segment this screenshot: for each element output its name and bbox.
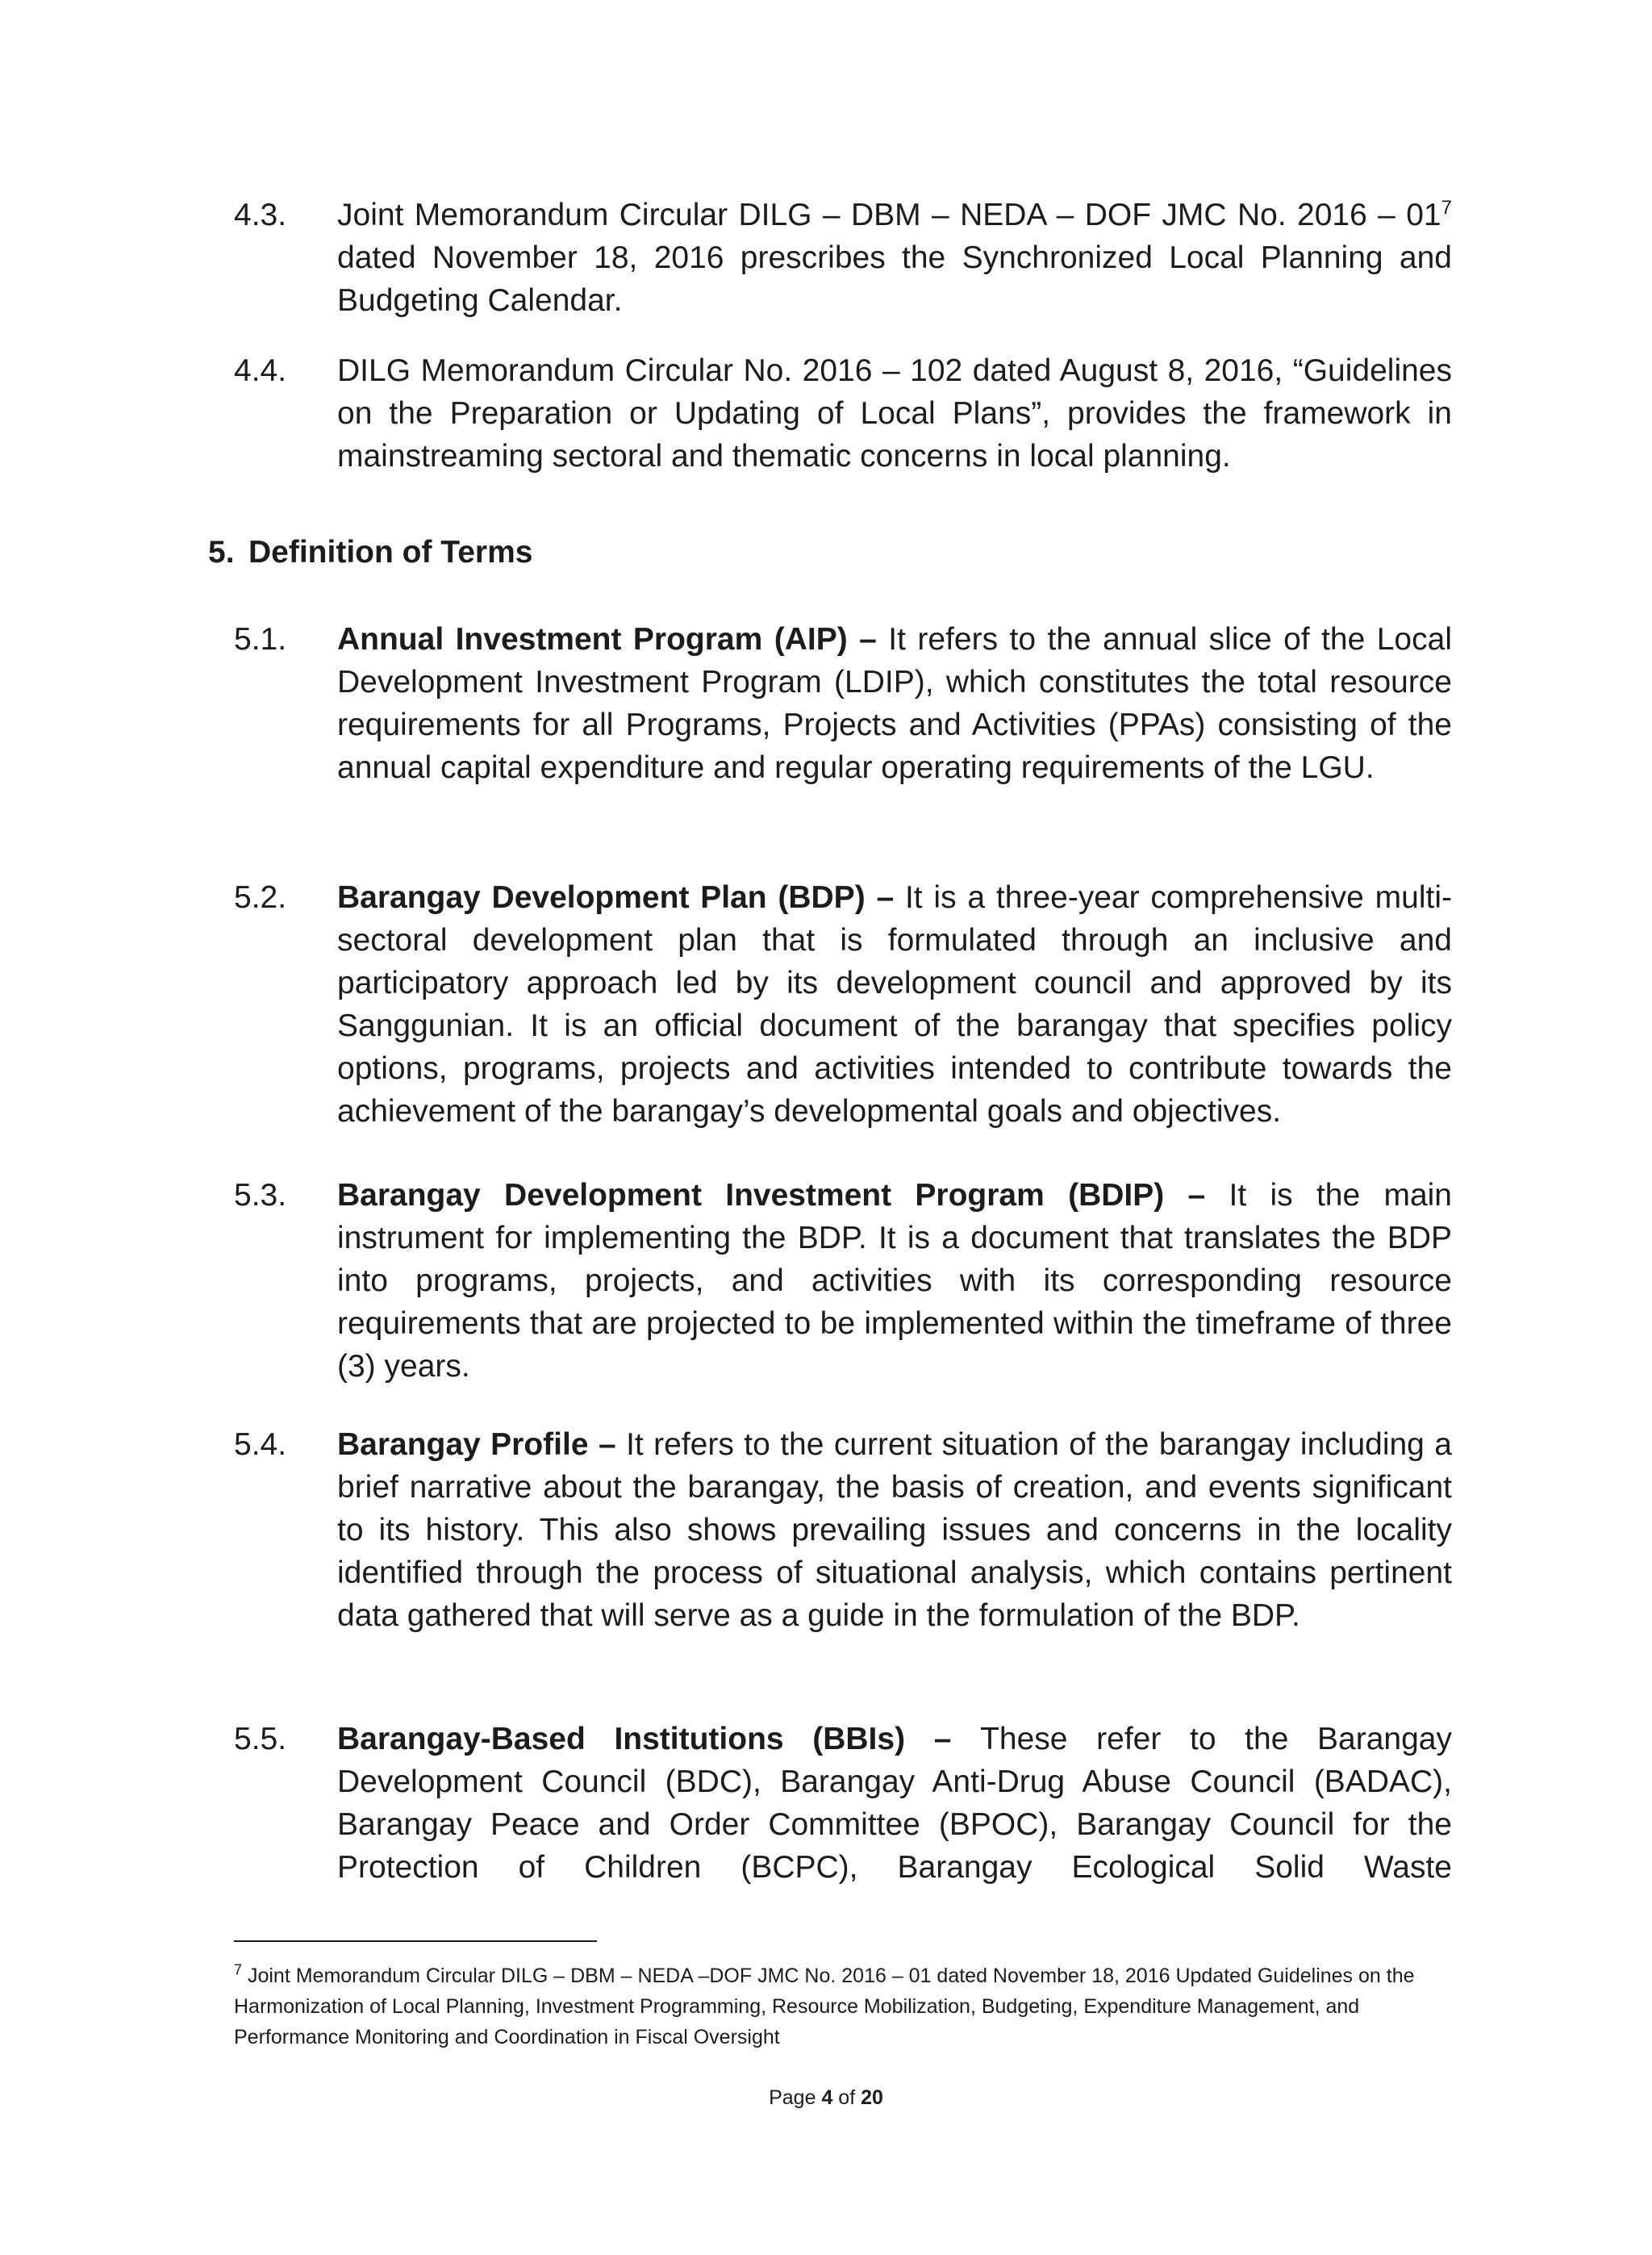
definition-text: These refer to the Barangay Development Council (BDC), Barangay Anti-Drug Abuse Council (BADAC), Barangay Peace and Order Committee (BPOC), Barangay Council for the Protection of Children (BCPC), Barangay Ecological Solid Waste — [337, 1722, 1452, 1885]
page-label-prefix: Page — [769, 2086, 822, 2109]
section-title: Definition of Terms — [248, 535, 533, 570]
definition-5-3 — [234, 1174, 1452, 1388]
definition-body — [337, 1174, 1452, 1388]
definition-term: Annual Investment Program (AIP) — [337, 622, 848, 657]
definition-5-2 — [234, 876, 1452, 1133]
current-page-number: 4 — [821, 2086, 833, 2109]
definition-number: 5.5. — [234, 1722, 287, 1756]
footnote-text: Joint Memorandum Circular DILG – DBM – NEDA –DOF JMC No. 2016 – 01 dated November 18, 2016 Updated Guidelines on the Harmonization of Local Planning, Investment Programming, Resource Mobilization, Budgeting, Expenditure Management, and Performance Monitoring and Coordination in Fiscal Oversight — [234, 1965, 1415, 2048]
definition-text: It is the main instrument for implementing the BDP. It is a document that translates the BDP into programs, projects, and activities with its corresponding resource requirements that are projected to be implemented within the timeframe of three (3) years. — [337, 1178, 1452, 1384]
definition-term: Barangay Profile — [337, 1427, 589, 1462]
section-number: 5. — [208, 535, 235, 570]
term-separator: – — [847, 622, 889, 657]
definition-text: It refers to the annual slice of the Local Development Investment Program (LDIP), which constitutes the total resource requirements for all Programs, Projects and Activities (PPAs) consisting of the annual capital expenditure and regular operating requirements of the LGU. — [337, 622, 1452, 785]
definition-body — [337, 1718, 1452, 1889]
term-separator: – — [1164, 1178, 1229, 1213]
term-separator: – — [588, 1427, 627, 1462]
definition-number: 5.3. — [234, 1178, 287, 1213]
paragraph-4-3 — [234, 194, 1452, 322]
term-separator: – — [905, 1722, 981, 1756]
page-label-middle: of — [832, 2086, 861, 2109]
total-page-count: 20 — [861, 2086, 883, 2109]
paragraph-number: 4.4. — [234, 353, 287, 388]
definition-5-1 — [234, 618, 1452, 789]
definition-number: 5.4. — [234, 1427, 287, 1462]
definition-body — [337, 1423, 1452, 1637]
footnote-reference[interactable]: 7 — [1441, 197, 1452, 219]
paragraph-text: dated November 18, 2016 prescribes the Synchronized Local Planning and Budgeting Calendar. — [337, 240, 1452, 318]
definition-5-4 — [234, 1423, 1452, 1637]
paragraph-number: 4.3. — [234, 198, 287, 232]
definition-body — [337, 618, 1452, 789]
definition-body — [337, 876, 1452, 1133]
definition-number: 5.1. — [234, 622, 287, 657]
definition-5-5 — [234, 1718, 1452, 1889]
page-number-footer — [0, 2084, 1652, 2111]
footnote-mark: 7 — [234, 1961, 243, 1978]
footnote — [234, 1961, 1452, 2052]
paragraph-text: Joint Memorandum Circular DILG – DBM – NEDA – DOF JMC No. 2016 – 01 — [337, 198, 1441, 232]
definition-term: Barangay-Based Institutions (BBIs) — [337, 1722, 906, 1756]
paragraph-body: DILG Memorandum Circular No. 2016 – 102 dated August 8, 2016, “Guidelines on the Preparation or Updating of Local Plans”, provides the framework in mainstreaming sectoral and thematic concerns in local planning. — [337, 353, 1452, 474]
paragraph-body — [337, 194, 1452, 322]
section-heading — [208, 531, 532, 574]
definition-text: It is a three-year comprehensive multi-sectoral development plan that is formulated through an inclusive and participatory approach led by its development council and approved by its Sanggunian. It is an official document of the barangay that specifies policy options, programs, projects and activities intended to contribute towards the achievement of the barangay’s developmental goals and objectives. — [337, 880, 1452, 1129]
definition-term: Barangay Development Plan (BDP) — [337, 880, 866, 915]
definition-term: Barangay Development Investment Program (BDIP) — [337, 1178, 1165, 1213]
paragraph-4-4 — [234, 349, 1452, 478]
definition-number: 5.2. — [234, 880, 287, 915]
term-separator: – — [865, 880, 905, 915]
footnote-divider — [234, 1940, 597, 1942]
definition-text: It refers to the current situation of the barangay including a brief narrative about the barangay, the basis of creation, and events significant to its history. This also shows prevailing issues and concerns in the locality identified through the process of situational analysis, which contains pertinent data gathered that will serve as a guide in the formulation of the BDP. — [337, 1427, 1452, 1633]
